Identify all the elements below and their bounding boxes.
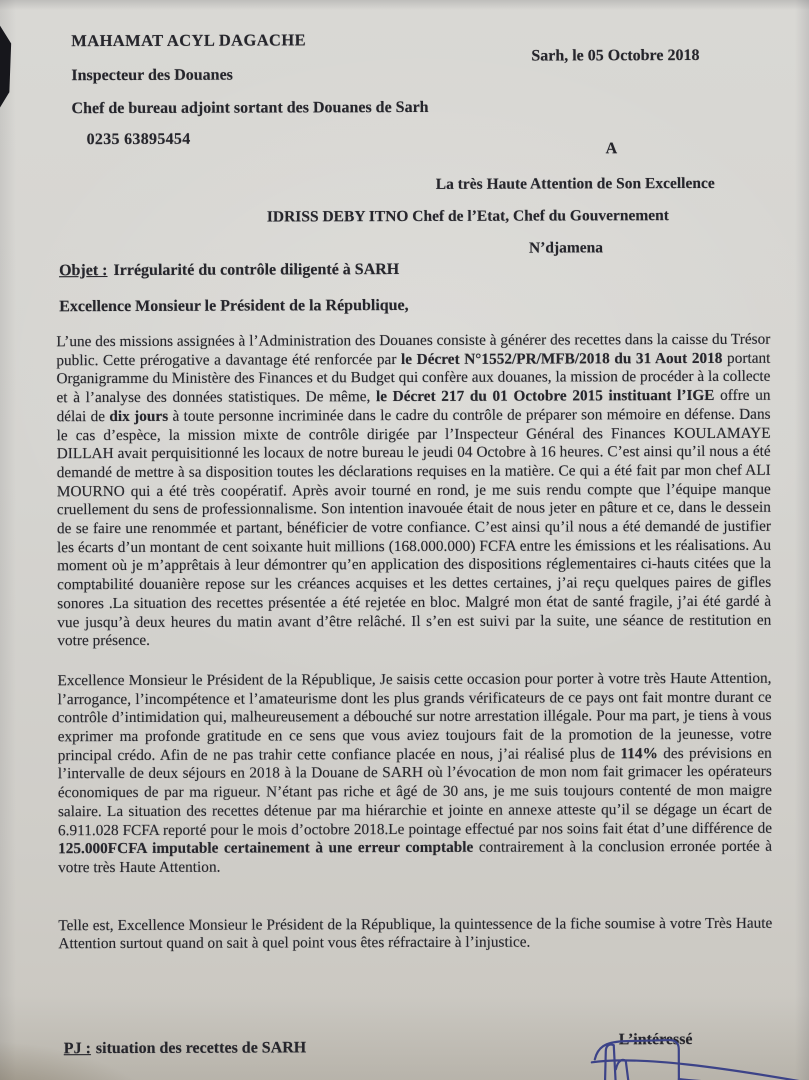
paragraph-3: Telle est, Excellence Monsieur le Président de la République, la quintessence de la fiche soumise à votre Très Haute Attention surtout quand on sait à quel point vous êtes réfractaire à l’injustice. <box>58 914 773 953</box>
signoff-label: L’intéressé <box>618 1030 693 1049</box>
recipient-intro: A <box>605 140 618 158</box>
letter-body <box>56 331 772 976</box>
sender-name: MAHAMAT ACYL DAGACHE <box>71 30 307 51</box>
attachment-label: PJ : <box>63 1040 91 1058</box>
subject-text: Irrégularité du contrôle diligenté à SARH <box>113 261 400 280</box>
attachment-text: situation des recettes de SARH <box>95 1039 307 1058</box>
paragraph-1: L’une des missions assignées à l’Administration des Douanes consiste à générer des recettes dans la caisse du Trésor public. Cette prérogative a davantage été renforcée par le Décret N°1552/PR/MFB/2018 du 31 Aout 2018 portant Organigramme du Ministère des Finances et du Budget qui confère aux douanes, la mission de procéder à la collecte et à l’analyse des données statistiques. De même, le Décret 217 du 01 Octobre 2015 instituant l’IGE offre un délai de dix jours à toute personne incriminée dans le cadre du contrôle de préparer son mémoire en défense. Dans le cas d’espèce, la mission mixte de contrôle dirigée par l’Inspecteur Général des Finances KOULAMAYE DILLAH avait perquisitionné les locaux de notre bureau le jeudi 04 Octobre à 16 heures. C’est ainsi qu’il nous a été demandé de mettre à sa disposition toutes les déclarations requises en la matière. Ce qui a été fait par mon chef ALI MOURNO qui a été très coopératif. Après avoir tourné en rond, je me suis rendu compte que l’équipe manque cruellement du sens de professionnalisme. Son intention inavouée était de nous jeter en pâture et ce, dans le dessein de se faire une renommée et partant, bénéficier de votre confiance. C’est ainsi qu’il nous a été demandé de justifier les écarts d’un montant de cent soixante huit millions (168.000.000) FCFA entre les émissions et les réalisations. Au moment où je m’apprêtais à leur démontrer qu’en application des dispositions réglementaires ci-hauts citées que la comptabilité douanière repose sur les créances acquises et les dettes certaines, j’ai reçu quelques paires de gifles sonores .La situation des recettes présentée a été rejetée en bloc. Malgré mon état de santé fragile, j’ai été gardé à vue jusqu’à deux heures du matin avant d’être relâché. Il s’en est suivi par la suite, une séance de restitution en votre présence. <box>56 330 772 650</box>
sender-role-2: Chef de bureau adjoint sortant des Douanes de Sarh <box>71 98 429 118</box>
salutation: Excellence Monsieur le Président de la République, <box>59 296 409 316</box>
sender-role-1: Inspecteur des Douanes <box>71 66 233 85</box>
handwritten-signature-scribble <box>565 1037 809 1080</box>
sender-phone: 0235 63895454 <box>86 130 191 149</box>
recipient-line-3: N’djamena <box>528 239 604 257</box>
subject-line <box>59 261 399 280</box>
subject-label: Objet : <box>59 262 108 280</box>
recipient-line-1: La très Haute Attention de Son Excellence <box>435 174 715 193</box>
dateline: Sarh, le 05 Octobre 2018 <box>531 46 700 65</box>
sender-block <box>71 30 428 149</box>
attachment-line <box>64 1039 307 1058</box>
recipient-line-2: IDRISS DEBY ITNO Chef de l’Etat, Chef du Gouvernement <box>266 207 669 226</box>
paragraph-2: Excellence Monsieur le Président de la République, Je saisis cette occasion pour porter à votre très Haute Attention, l’arrogance, l’incompétence et l’amateurisme dont les plus grands vérificateurs de ce pays ont fait montre durant ce contrôle d’intimidation qui, malheureusement a débouché sur notre arrestation illégale. Pour ma part, je tiens à vous exprimer ma profonde gratitude en ce sens que vous aviez toujours fait de la promotion de la jeunesse, votre principal crédo. Afin de ne pas trahir cette confiance placée en nous, j’ai réalisé plus de 114% des prévisions en l’intervalle de deux séjours en 2018 à la Douane de SARH où l’évocation de mon nom fait grimacer les opérateurs économiques de par ma rigueur. N’étant pas riche et âgé de 30 ans, je me suis toujours contenté de mon maigre salaire. La situation des recettes détenue par ma hiérarchie et jointe en annexe atteste qu’il se dégage un écart de 6.911.028 FCFA reporté pour le mois d’octobre 2018.Le pointage effectué par nos soins fait état d’une différence de 125.000FCFA imputable certainement à une erreur comptable contrairement à la conclusion erronée portée à votre très Haute Attention. <box>57 669 773 877</box>
